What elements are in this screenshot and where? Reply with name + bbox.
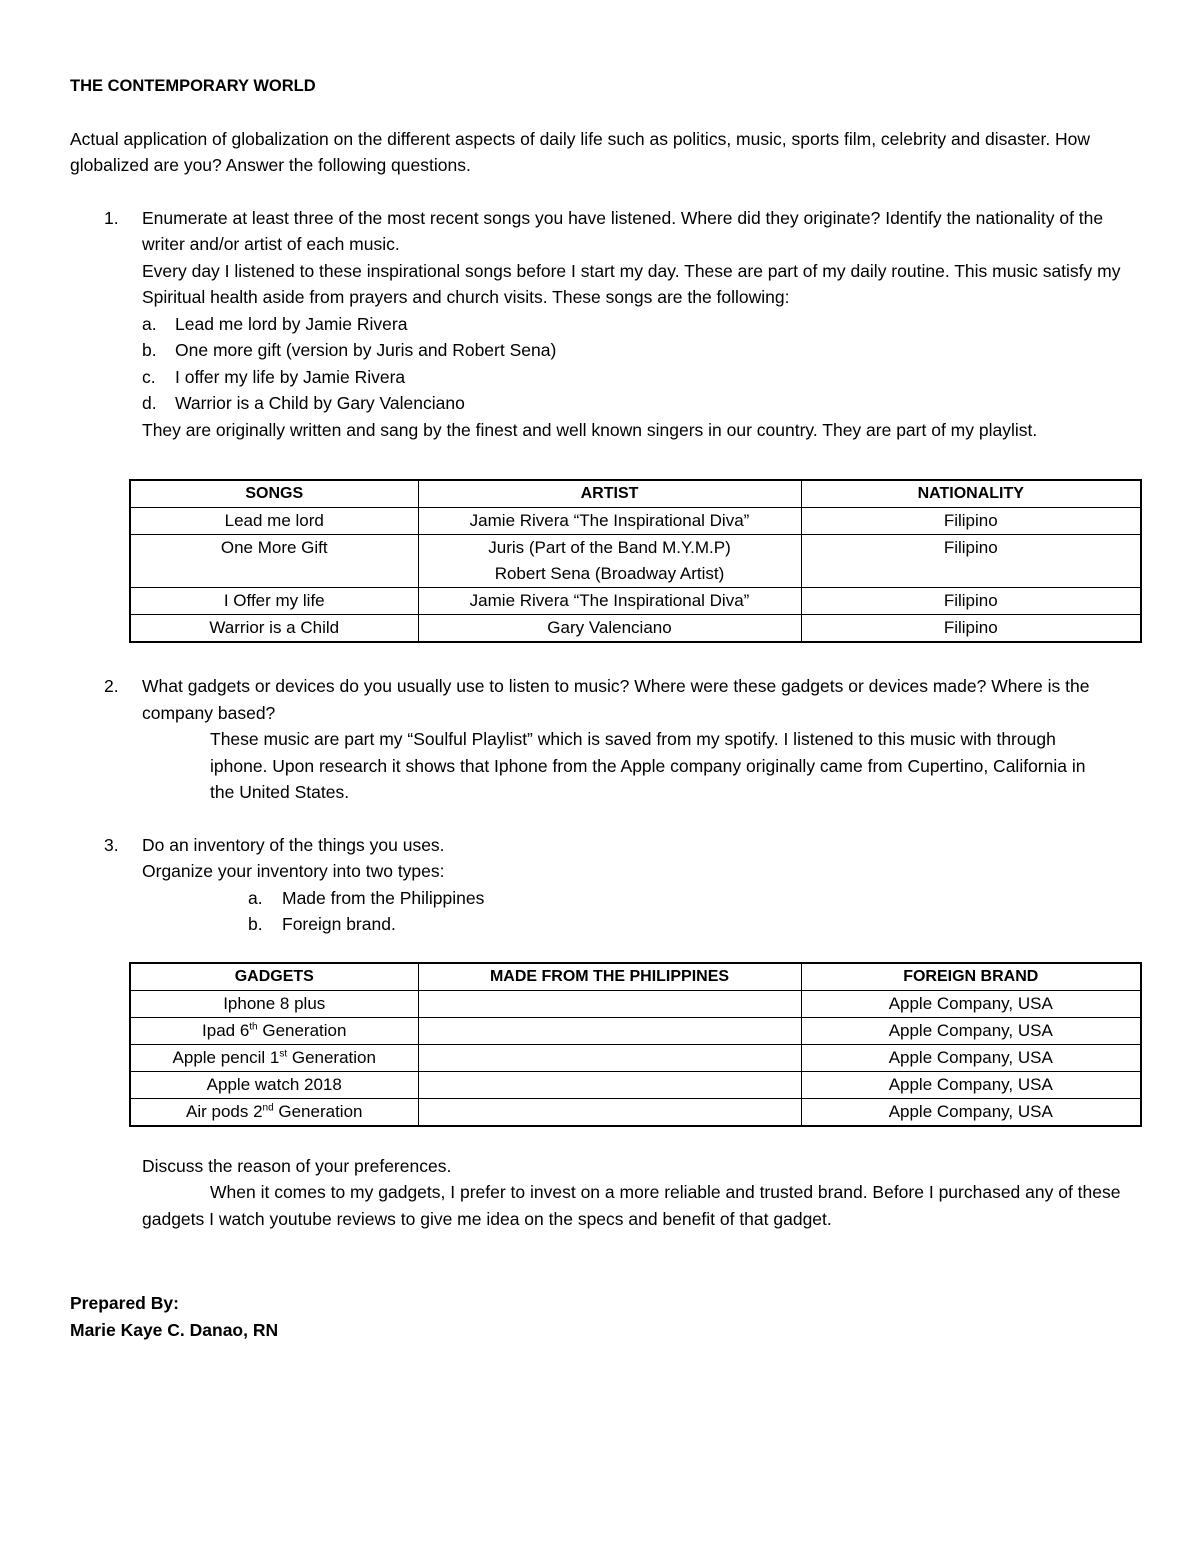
table-row — [130, 990, 1141, 1017]
list-text: Foreign brand. — [282, 914, 396, 934]
list-item — [70, 364, 1140, 391]
ph-cell — [418, 990, 801, 1017]
ph-cell — [418, 1098, 801, 1126]
foreign-cell: Apple Company, USA — [801, 1098, 1141, 1126]
table-header-row — [130, 480, 1141, 508]
table-row — [130, 588, 1141, 615]
prepared-by-label: Prepared By: — [70, 1293, 179, 1313]
artist-line: Juris (Part of the Band M.Y.M.P) — [488, 538, 731, 557]
list-label: a. — [142, 313, 157, 334]
column-header: FOREIGN BRAND — [801, 963, 1141, 991]
artist-cell — [418, 535, 801, 588]
table-header-row — [130, 963, 1141, 991]
question-text: Enumerate at least three of the most recent songs you have listened. Where did they originate? Identify the nationality of the writer and/or artist of each music. — [142, 207, 1104, 254]
question-number: 2. — [104, 676, 119, 696]
songs-table — [129, 479, 1142, 643]
question-number: 3. — [104, 834, 119, 855]
nationality-cell: Filipino — [801, 588, 1141, 615]
gadget-cell: Iphone 8 plus — [130, 990, 418, 1017]
nationality-cell: Filipino — [801, 615, 1141, 643]
nationality-cell: Filipino — [801, 535, 1141, 588]
prepared-by-name: Marie Kaye C. Danao, RN — [70, 1319, 279, 1340]
nationality-cell: Filipino — [801, 508, 1141, 535]
song-cell: Warrior is a Child — [130, 615, 418, 643]
question-1 — [70, 205, 1140, 311]
ph-cell — [418, 1071, 801, 1098]
question-text: Do an inventory of the things you uses. — [142, 834, 445, 855]
table-row — [130, 1044, 1141, 1071]
answer-text: Every day I listened to these inspirational songs before I start my day. These are part of my daily routine. This music satisfy my Spiritual health aside from prayers and church visits. These songs are the following: — [142, 260, 1121, 307]
artist-cell: Jamie Rivera “The Inspirational Diva” — [418, 508, 801, 535]
column-header: NATIONALITY — [801, 480, 1141, 508]
column-header: ARTIST — [418, 480, 801, 508]
list-label: a. — [248, 887, 263, 908]
column-header: SONGS — [130, 480, 418, 508]
document-title: THE CONTEMPORARY WORLD — [70, 77, 316, 95]
artist-cell: Gary Valenciano — [418, 615, 801, 643]
list-item — [70, 911, 1140, 938]
list-text: Lead me lord by Jamie Rivera — [175, 313, 408, 334]
list-label: b. — [142, 340, 157, 360]
list-label: d. — [142, 393, 157, 413]
list-label: b. — [248, 914, 263, 934]
gadget-cell: Apple watch 2018 — [130, 1071, 418, 1098]
column-header: MADE FROM THE PHILIPPINES — [418, 963, 801, 991]
discussion-prompt: Discuss the reason of your preferences. — [142, 1155, 452, 1176]
foreign-cell: Apple Company, USA — [801, 1017, 1141, 1044]
gadget-cell: Apple pencil 1st Generation — [130, 1044, 418, 1071]
discussion-answer: When it comes to my gadgets, I prefer to invest on a more reliable and trusted brand. Before I purchased any of these gadgets I watch youtube reviews to give me idea on the specs and benefit of that gadget. — [142, 1182, 1121, 1229]
song-cell: One More Gift — [130, 535, 418, 588]
document-page — [70, 73, 1140, 1343]
list-item — [70, 311, 1140, 338]
list-text: One more gift (version by Juris and Robert Sena) — [175, 340, 557, 360]
list-item — [70, 337, 1140, 364]
foreign-cell: Apple Company, USA — [801, 1044, 1141, 1071]
foreign-cell: Apple Company, USA — [801, 1071, 1141, 1098]
list-item — [70, 390, 1140, 417]
list-text: Made from the Philippines — [282, 887, 485, 908]
artist-line: Robert Sena (Broadway Artist) — [494, 564, 725, 583]
table-row — [130, 1098, 1141, 1126]
question-text: What gadgets or devices do you usually use to listen to music? Where were these gadgets or devices made? Where is the company based? — [142, 676, 1090, 723]
table-row — [130, 508, 1141, 535]
list-text: I offer my life by Jamie Rivera — [175, 366, 406, 387]
table-row — [130, 1017, 1141, 1044]
intro-paragraph: Actual application of globalization on the different aspects of daily life such as politics, music, sports film, celebrity and disaster. How globalized are you? Answer the following questions. — [70, 128, 1091, 175]
question-number: 1. — [104, 207, 119, 228]
song-cell: Lead me lord — [130, 508, 418, 535]
answer-text: These music are part my “Soulful Playlist” which is saved from my spotify. I listened to this music with through iphone. Upon research it shows that Iphone from the Apple company originally came from Cupertino, California in the United States. — [210, 729, 1086, 802]
artist-cell: Jamie Rivera “The Inspirational Diva” — [418, 588, 801, 615]
list-label: c. — [142, 366, 156, 387]
question-3 — [70, 832, 1140, 885]
ph-cell — [418, 1017, 801, 1044]
question-2 — [70, 673, 1140, 726]
ph-cell — [418, 1044, 801, 1071]
table-row — [130, 1071, 1141, 1098]
list-text: Warrior is a Child by Gary Valenciano — [175, 393, 465, 413]
list-item — [70, 885, 1140, 912]
closing-text: They are originally written and sang by the finest and well known singers in our country. They are part of my playlist. — [142, 419, 1038, 440]
column-header: GADGETS — [130, 963, 418, 991]
table-row — [130, 615, 1141, 643]
instruction-text: Organize your inventory into two types: — [142, 861, 445, 881]
table-row — [130, 535, 1141, 588]
gadget-cell: Air pods 2nd Generation — [130, 1098, 418, 1126]
gadgets-table — [129, 962, 1142, 1127]
foreign-cell: Apple Company, USA — [801, 990, 1141, 1017]
song-cell: I Offer my life — [130, 588, 418, 615]
gadget-cell: Ipad 6th Generation — [130, 1017, 418, 1044]
